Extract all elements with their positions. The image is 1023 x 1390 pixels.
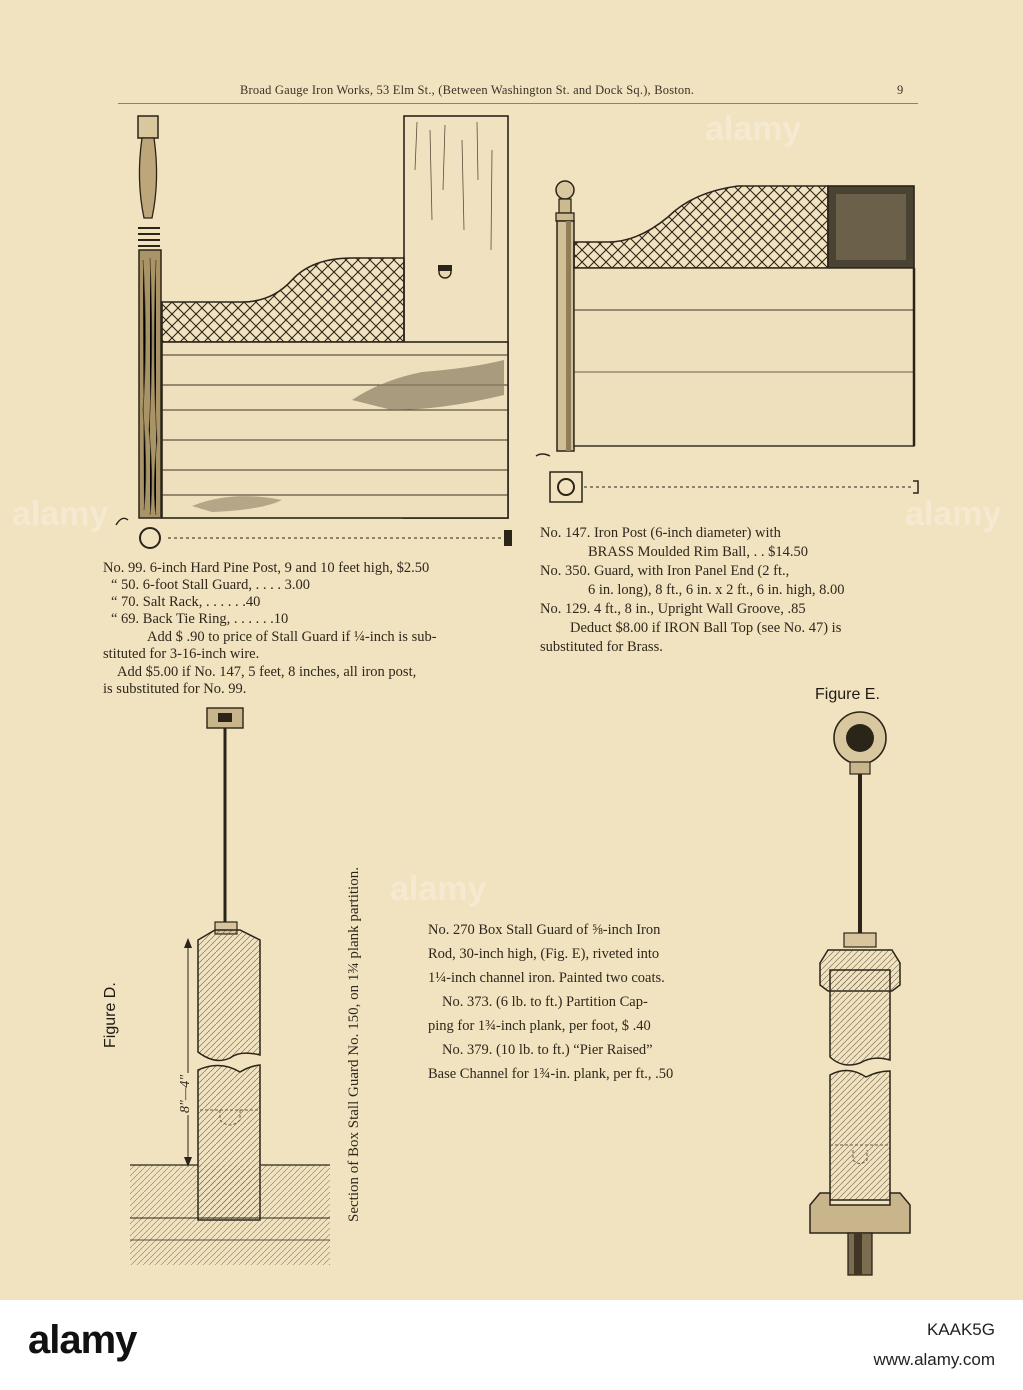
center-caption	[428, 922, 768, 1082]
figure-d-section-caption: Section of Box Stall Guard No. 150, on 1¾ plank partition.	[346, 867, 362, 1222]
watermark: alamy	[12, 495, 109, 533]
caption-line: No. 373. (6 lb. to ft.) Partition Cap-	[442, 994, 648, 1010]
watermark: alamy	[390, 870, 487, 908]
caption-line: “ 70. Salt Rack, . . . . . .40	[111, 594, 261, 610]
caption-line: No. 147. Iron Post (6-inch diameter) with	[540, 525, 781, 541]
caption-line: No. 129. 4 ft., 8 in., Upright Wall Groove, .85	[540, 601, 806, 617]
caption-line: stituted for 3-16-inch wire.	[103, 646, 260, 662]
figure-e-label: Figure E.	[815, 686, 880, 703]
running-header: Broad Gauge Iron Works, 53 Elm St., (Between Washington St. and Dock Sq.), Boston.	[240, 83, 695, 97]
caption-line: “ 50. 6-foot Stall Guard, . . . . 3.00	[111, 577, 310, 593]
caption-line: No. 270 Box Stall Guard of ⅝-inch Iron	[428, 922, 661, 938]
caption-line: BRASS Moulded Rim Ball, . . $14.50	[588, 544, 808, 560]
right-caption	[540, 525, 930, 670]
stock-footer	[0, 1300, 1023, 1390]
watermark: alamy	[905, 495, 1002, 533]
stall-guard-illustration-wood-post	[112, 110, 522, 555]
alamy-logo: alamy	[28, 1318, 137, 1362]
image-code: KAAK5G	[926, 1320, 995, 1339]
caption-line: Add $ .90 to price of Stall Guard if ¼-inch is sub-	[147, 629, 437, 645]
caption-line: 1¼-inch channel iron. Painted two coats.	[428, 970, 665, 986]
figure-d-section-drawing	[120, 700, 350, 1275]
caption-line: No. 379. (10 lb. to ft.) “Pier Raised”	[442, 1042, 653, 1058]
caption-line: is substituted for No. 99.	[103, 681, 247, 697]
caption-line: ping for 1¾-inch plank, per foot, $ .40	[428, 1018, 651, 1034]
header-rule	[118, 103, 918, 104]
caption-line: Rod, 30-inch high, (Fig. E), riveted into	[428, 946, 660, 962]
page-number: 9	[897, 83, 904, 97]
caption-line: Add $5.00 if No. 147, 5 feet, 8 inches, all iron post,	[117, 664, 417, 680]
figure-d-dimension: 8"—4"	[178, 1074, 193, 1113]
caption-line: Base Channel for 1¾-in. plank, per ft., .50	[428, 1066, 674, 1082]
caption-line: 6 in. long), 8 ft., 6 in. x 2 ft., 6 in. high, 8.00	[588, 582, 845, 598]
caption-line: “ 69. Back Tie Ring, . . . . . .10	[111, 611, 289, 627]
caption-line: No. 350. Guard, with Iron Panel End (2 ft.,	[540, 563, 790, 579]
caption-line: substituted for Brass.	[540, 639, 663, 655]
left-caption	[103, 560, 523, 700]
watermark: alamy	[705, 110, 802, 148]
caption-line: No. 99. 6-inch Hard Pine Post, 9 and 10 feet high, $2.50	[103, 560, 430, 576]
caption-line: Deduct $8.00 if IRON Ball Top (see No. 47) is	[570, 620, 842, 636]
figure-e-section-drawing	[798, 705, 928, 1285]
stall-guard-illustration-iron-post	[528, 172, 928, 512]
figure-d-label: Figure D.	[102, 982, 119, 1048]
footer-url: www.alamy.com	[873, 1350, 995, 1369]
